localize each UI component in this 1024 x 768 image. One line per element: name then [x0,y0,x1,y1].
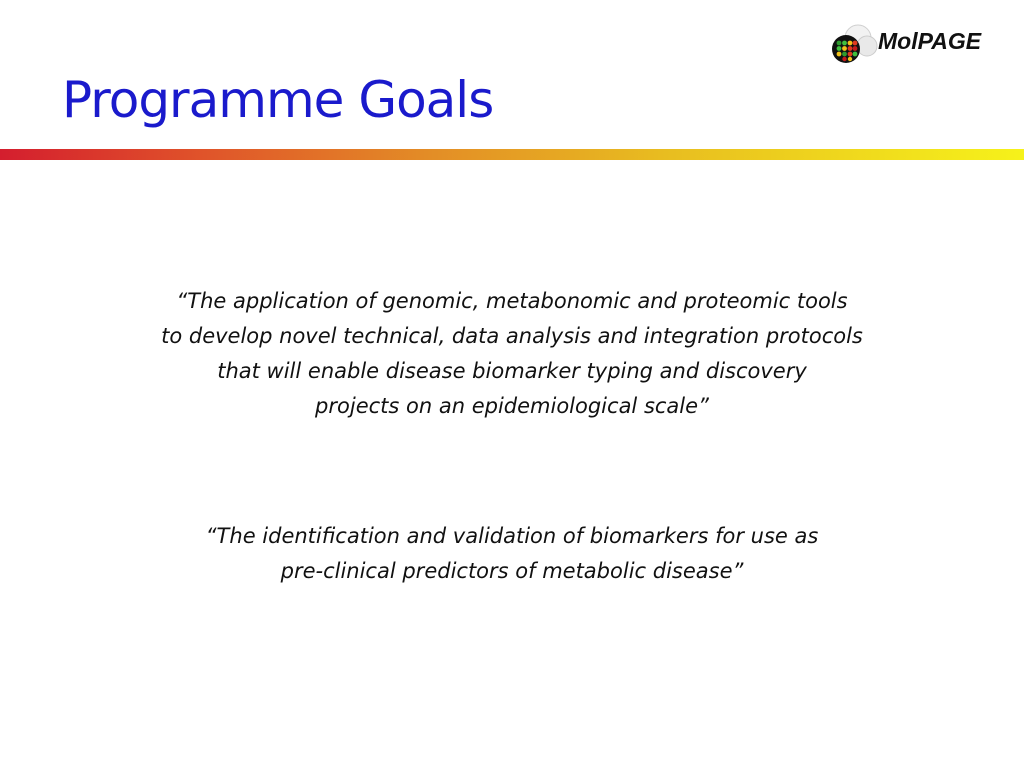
slide-title: Programme Goals [62,71,494,129]
goal-quote-line: that will enable disease biomarker typing and discovery [217,359,807,383]
goal-quote-2 [62,519,962,589]
logo-wordmark: MolPAGE [878,28,982,54]
goal-quote-line: “The identification and validation of biomarkers for use as [205,524,819,548]
goal-quote-line: projects on an epidemiological scale” [315,394,709,418]
title-divider [0,149,1024,160]
goal-quote-line: to develop novel technical, data analysis and integration protocols [161,324,863,348]
goal-quote-line: pre-clinical predictors of metabolic disease” [280,559,744,583]
goal-quote-1 [62,284,962,424]
goal-quote-line: “The application of genomic, metabonomic and proteomic tools [176,289,848,313]
